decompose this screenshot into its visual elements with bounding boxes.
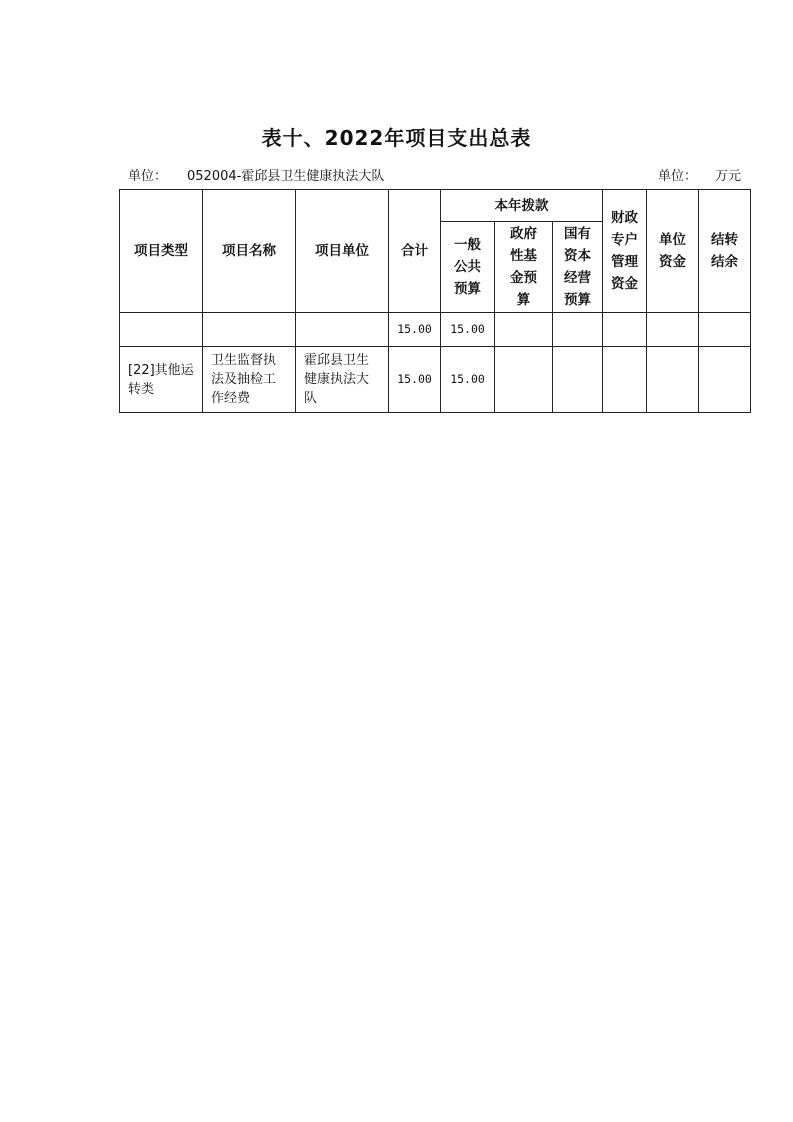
- project-expenditure-table: [119, 189, 751, 413]
- cell-type: [120, 313, 203, 347]
- table-row: [120, 313, 751, 347]
- cell-general: 15.00: [441, 313, 495, 347]
- cell-name: 卫生监督执法及抽检工作经费: [203, 347, 296, 413]
- header-state-capital-budget: 国有资本经营预算: [553, 222, 603, 313]
- cell-general: 15.00: [441, 347, 495, 413]
- cell-special: [603, 347, 647, 413]
- cell-name: [203, 313, 296, 347]
- cell-fund: [495, 347, 553, 413]
- header-type: 项目类型: [120, 190, 203, 313]
- cell-own: [647, 347, 699, 413]
- header-own-funds: 单位资金: [647, 190, 699, 313]
- header-total: 合计: [389, 190, 441, 313]
- header-general-budget: 一般公共预算: [441, 222, 495, 313]
- cell-total: 15.00: [389, 313, 441, 347]
- cell-unit: [296, 313, 389, 347]
- cell-unit: 霍邱县卫生健康执法大队: [296, 347, 389, 413]
- unit-org-line: [128, 165, 384, 184]
- header-appropriation-group: 本年拨款: [441, 190, 603, 222]
- unit-currency-line: [658, 165, 741, 184]
- cell-special: [603, 313, 647, 347]
- table-row: [120, 347, 751, 413]
- cell-type: [22]其他运转类: [120, 347, 203, 413]
- header-name: 项目名称: [203, 190, 296, 313]
- cell-state: [553, 313, 603, 347]
- cell-state: [553, 347, 603, 413]
- page-title: 表十、2022年项目支出总表: [261, 126, 532, 150]
- cell-carry: [699, 313, 751, 347]
- header-carryover: 结转结余: [699, 190, 751, 313]
- unit-currency-value: 万元: [715, 169, 742, 184]
- header-special-account: 财政专户管理资金: [603, 190, 647, 313]
- unit-org-label: 单位：: [128, 169, 168, 184]
- cell-fund: [495, 313, 553, 347]
- cell-own: [647, 313, 699, 347]
- header-unit: 项目单位: [296, 190, 389, 313]
- unit-currency-label: 单位：: [658, 169, 698, 184]
- header-gov-fund-budget: 政府性基金预算: [495, 222, 553, 313]
- cell-total: 15.00: [389, 347, 441, 413]
- cell-carry: [699, 347, 751, 413]
- unit-org-value: 052004-霍邱县卫生健康执法大队: [187, 169, 385, 184]
